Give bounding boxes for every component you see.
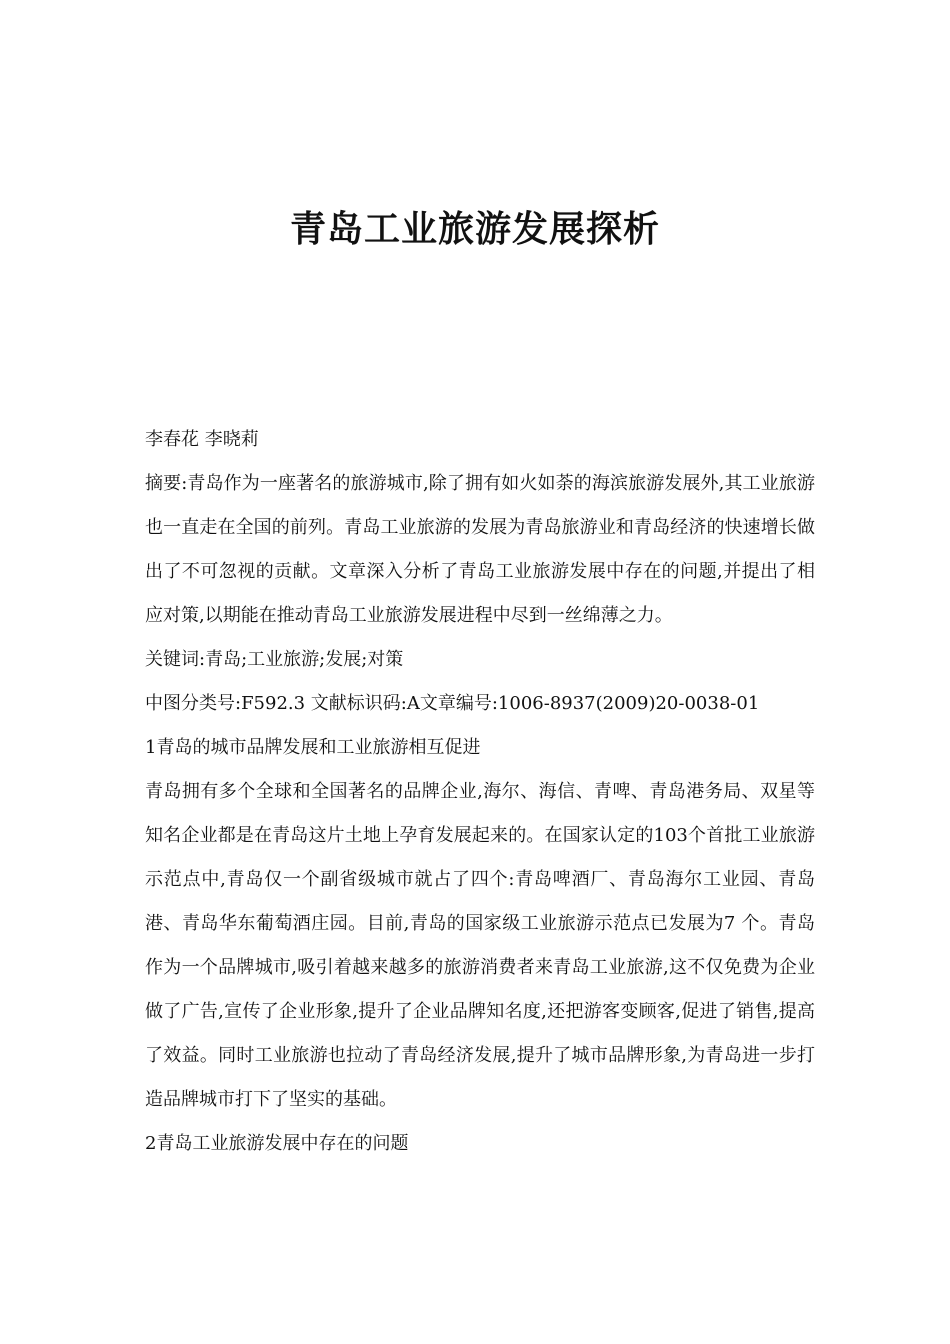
classification-line: 中图分类号:F592.3 文献标识码:A文章编号:1006-8937(2009)20-0038-01 <box>145 693 760 714</box>
section-1-paragraph: 青岛拥有多个全球和全国著名的品牌企业,海尔、海信、青啤、青岛港务局、双星等知名企业都是在青岛这片土地上孕育发展起来的。在国家认定的103个首批工业旅游示范点中,青岛仅一个副省级城市就占了四个:青岛啤酒厂、青岛海尔工业园、青岛港、青岛华东葡萄酒庄园。目前,青岛的国家级工业旅游示范点已发展为7 个。青岛作为一个品牌城市,吸引着越来越多的旅游消费者来青岛工业旅游,这不仅免费为企业做了广告,宣传了企业形象,提升了企业品牌知名度,还把游客变顾客,促进了销售,提高了效益。同时工业旅游也拉动了青岛经济发展,提升了城市品牌形象,为青岛进一步打造品牌城市打下了坚实的基础。 <box>145 781 815 1110</box>
document-title: 青岛工业旅游发展探析 <box>289 208 660 250</box>
section-2-heading: 2青岛工业旅游发展中存在的问题 <box>145 1133 409 1154</box>
abstract-paragraph: 摘要:青岛作为一座著名的旅游城市,除了拥有如火如荼的海滨旅游发展外,其工业旅游也一直走在全国的前列。青岛工业旅游的发展为青岛旅游业和青岛经济的快速增长做出了不可忽视的贡献。文章深入分析了青岛工业旅游发展中存在的问题,并提出了相应对策,以期能在推动青岛工业旅游发展进程中尽到一丝绵薄之力。 <box>145 473 815 626</box>
author-line: 李春花 李晓莉 <box>145 429 259 450</box>
section-1-heading: 1青岛的城市品牌发展和工业旅游相互促进 <box>145 737 481 758</box>
document-body <box>145 418 815 1166</box>
keywords-line: 关键词:青岛;工业旅游;发展;对策 <box>145 649 404 670</box>
